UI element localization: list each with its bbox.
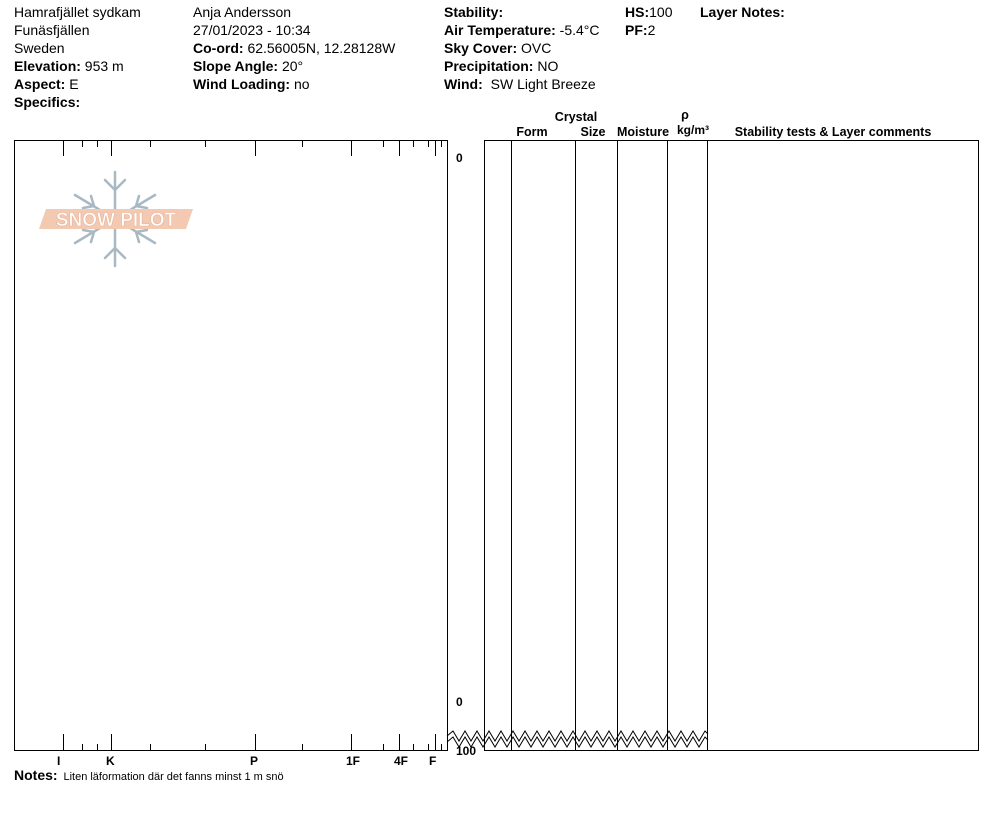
slope-label: Slope Angle: <box>193 58 279 74</box>
comments-header: Stability tests & Layer comments <box>734 125 932 139</box>
density-unit-header: kg/m³ <box>676 123 709 137</box>
coord-label: Co-ord: <box>193 40 244 56</box>
specifics-label: Specifics: <box>14 94 81 110</box>
country-name: Sweden <box>14 40 65 56</box>
snow-pilot-logo <box>39 172 193 266</box>
depth-break-zigzag <box>447 731 708 747</box>
aspect-label: Aspect: <box>14 76 66 92</box>
hardness-label-f: F <box>429 754 437 768</box>
wind-value: SW Light Breeze <box>490 76 596 92</box>
wind-loading-label: Wind Loading: <box>193 76 291 92</box>
hardness-label-4f: 4F <box>394 754 409 768</box>
hardness-label-k: K <box>106 754 115 768</box>
crystal-header: Crystal <box>554 110 598 124</box>
hardness-bottom-ticks <box>64 734 442 751</box>
hardness-plot-frame <box>15 141 448 751</box>
zigzag-upper <box>447 731 708 741</box>
elevation-label: Elevation: <box>14 58 81 74</box>
coord-value: 62.56005N, 12.28128W <box>247 40 396 56</box>
size-header: Size <box>580 125 606 139</box>
observation-datetime: 27/01/2023 - 10:34 <box>193 22 311 38</box>
depth-label-mid: 0 <box>456 695 463 709</box>
hardness-label-1f: 1F <box>346 754 361 768</box>
density-symbol-header: ρ <box>681 108 689 122</box>
wind-loading-value: no <box>293 76 310 92</box>
depth-label-bottom: 100 <box>456 744 477 758</box>
wind-label: Wind: <box>444 76 483 92</box>
notes-text: Liten läformation där det fanns minst 1 m snö <box>63 771 284 783</box>
logo-text: SNOW PILOT <box>55 210 177 231</box>
hardness-top-ticks <box>64 140 442 156</box>
sky-cover-label: Sky Cover: <box>444 40 518 56</box>
notes-label: Notes: <box>14 767 58 783</box>
aspect-value: E <box>69 76 79 92</box>
depth-label-top: 0 <box>456 151 463 165</box>
precipitation-value: NO <box>537 58 559 74</box>
air-temp-value: -5.4°C <box>559 22 600 38</box>
elevation-value: 953 m <box>84 58 124 74</box>
precipitation-label: Precipitation: <box>444 58 534 74</box>
observer-name: Anja Andersson <box>193 4 292 20</box>
location-name: Hamrafjället sydkam <box>14 4 141 20</box>
area-name: Funäsfjällen <box>14 22 90 38</box>
hardness-label-p: P <box>250 754 259 768</box>
slope-value: 20° <box>281 58 304 74</box>
hardness-label-i: I <box>57 754 61 768</box>
layer-notes-label: Layer Notes: <box>700 4 785 20</box>
pf-value: 2 <box>647 22 656 38</box>
hs-value: 100 <box>649 4 673 20</box>
sky-cover-value: OVC <box>521 40 552 56</box>
air-temp-label: Air Temperature: <box>444 22 556 38</box>
moisture-header: Moisture <box>616 125 670 139</box>
hs-label: HS: <box>625 4 650 20</box>
layer-table-frame <box>485 141 979 751</box>
layer-table-columns <box>512 140 708 751</box>
form-header: Form <box>516 125 548 139</box>
pf-label: PF: <box>625 22 648 38</box>
stability-label: Stability: <box>444 4 504 20</box>
